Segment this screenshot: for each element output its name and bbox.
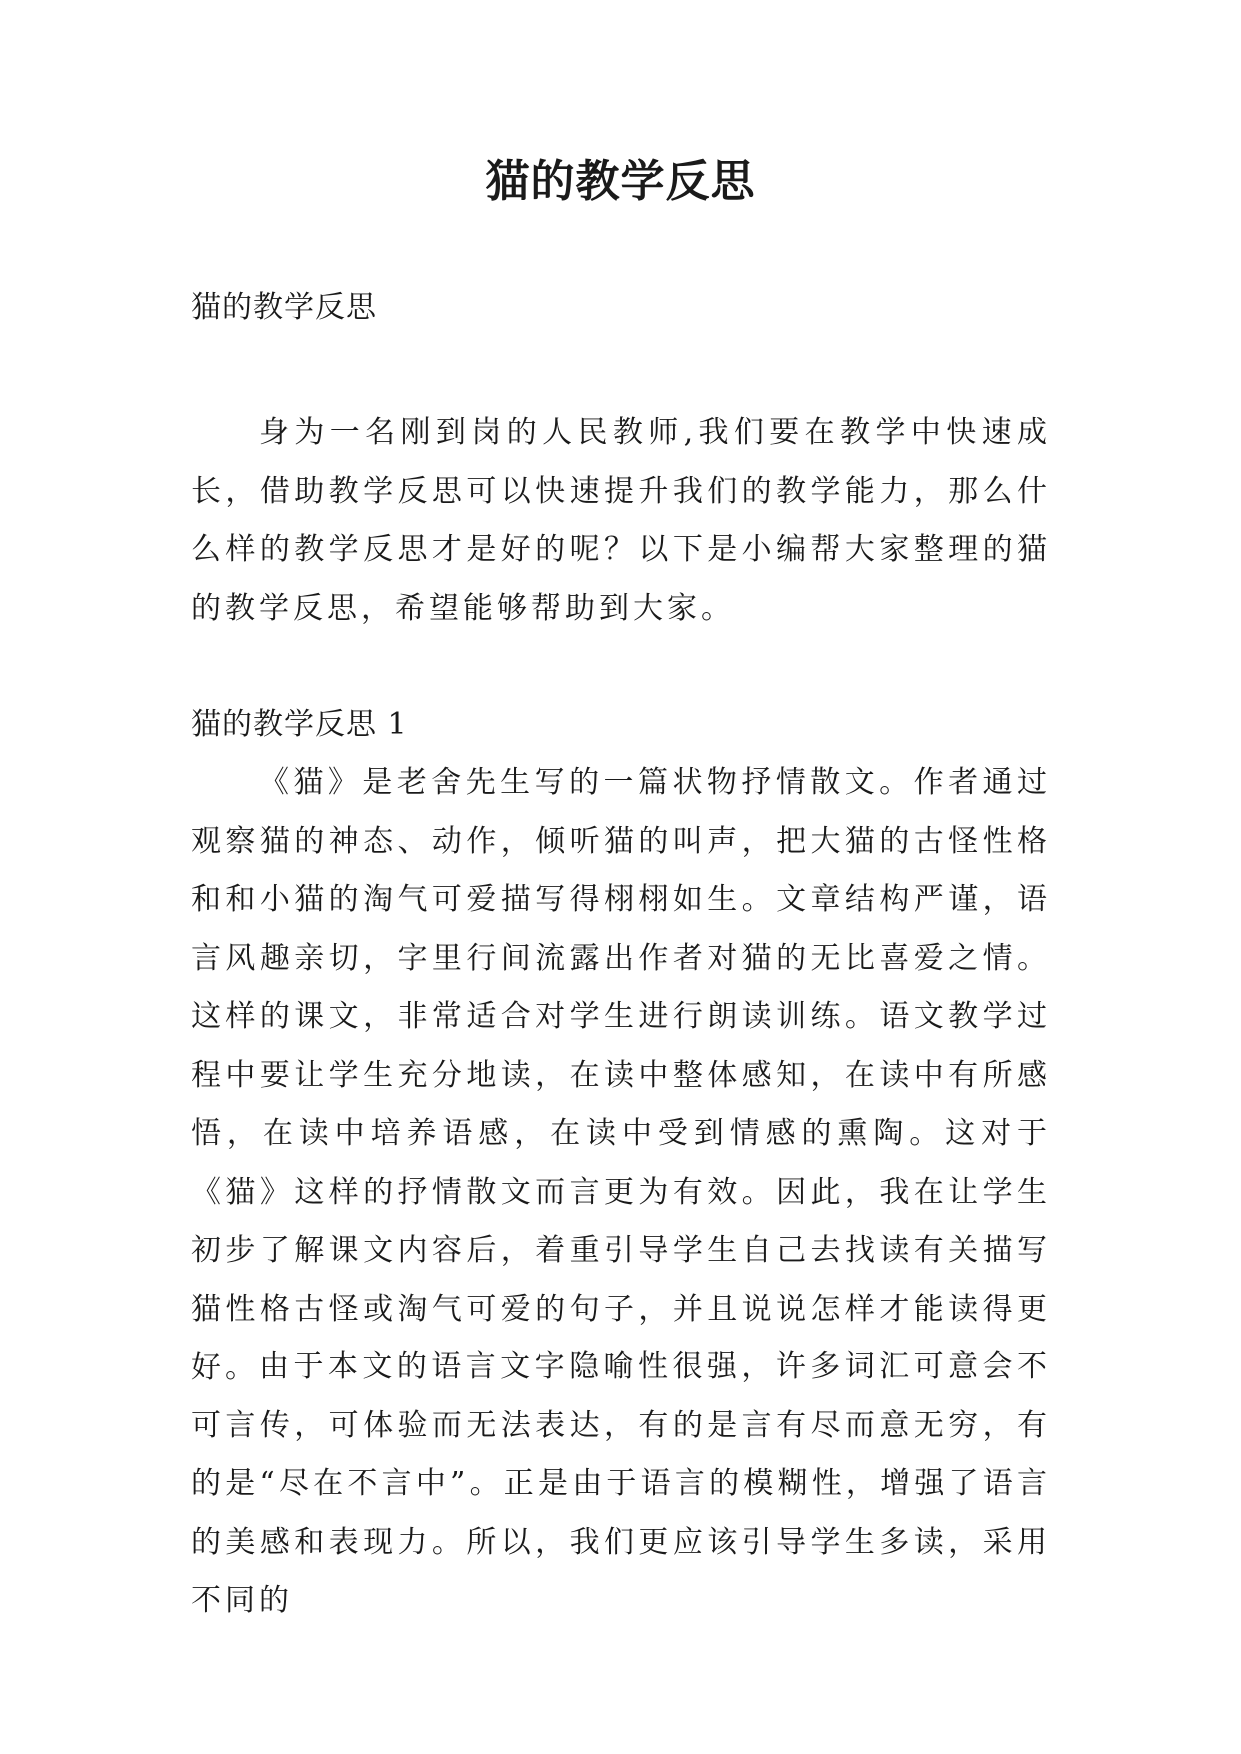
document-subtitle: 猫的教学反思: [191, 290, 377, 325]
section-heading: 猫的教学反思 1: [191, 707, 408, 742]
intro-paragraph: 身为一名刚到岗的人民教师,我们要在教学中快速成长，借助教学反思可以快速提升我们的教学能力，那么什么样的教学反思才是好的呢？以下是小编帮大家整理的猫的教学反思，希望能够帮助到大家。: [191, 415, 1051, 626]
document-title: 猫的教学反思: [485, 156, 756, 207]
body-paragraph: 《猫》是老舍先生写的一篇状物抒情散文。作者通过观察猫的神态、动作，倾听猫的叫声，把大猫的古怪性格和和小猫的淘气可爱描写得栩栩如生。文章结构严谨，语言风趣亲切，字里行间流露出作者对猫的无比喜爱之情。这样的课文，非常适合对学生进行朗读训练。语文教学过程中要让学生充分地读，在读中整体感知，在读中有所感悟，在读中培养语感，在读中受到情感的熏陶。这对于《猫》这样的抒情散文而言更为有效。因此，我在让学生初步了解课文内容后，着重引导学生自己去找读有关描写猫性格古怪或淘气可爱的句子，并且说说怎样才能读得更好。: [191, 765, 1051, 1385]
body-paragraph: 由于本文的语言文字隐喻性很强，许多词汇可意会不可言传，可体验而无法表达，有的是言有尽而意无穷，有的是“尽在不言中”。正是由于语言的模糊性，增强了语言的美感和表现力。所以，我们更应该引导学生多读，采用不同的: [191, 1349, 1051, 1618]
